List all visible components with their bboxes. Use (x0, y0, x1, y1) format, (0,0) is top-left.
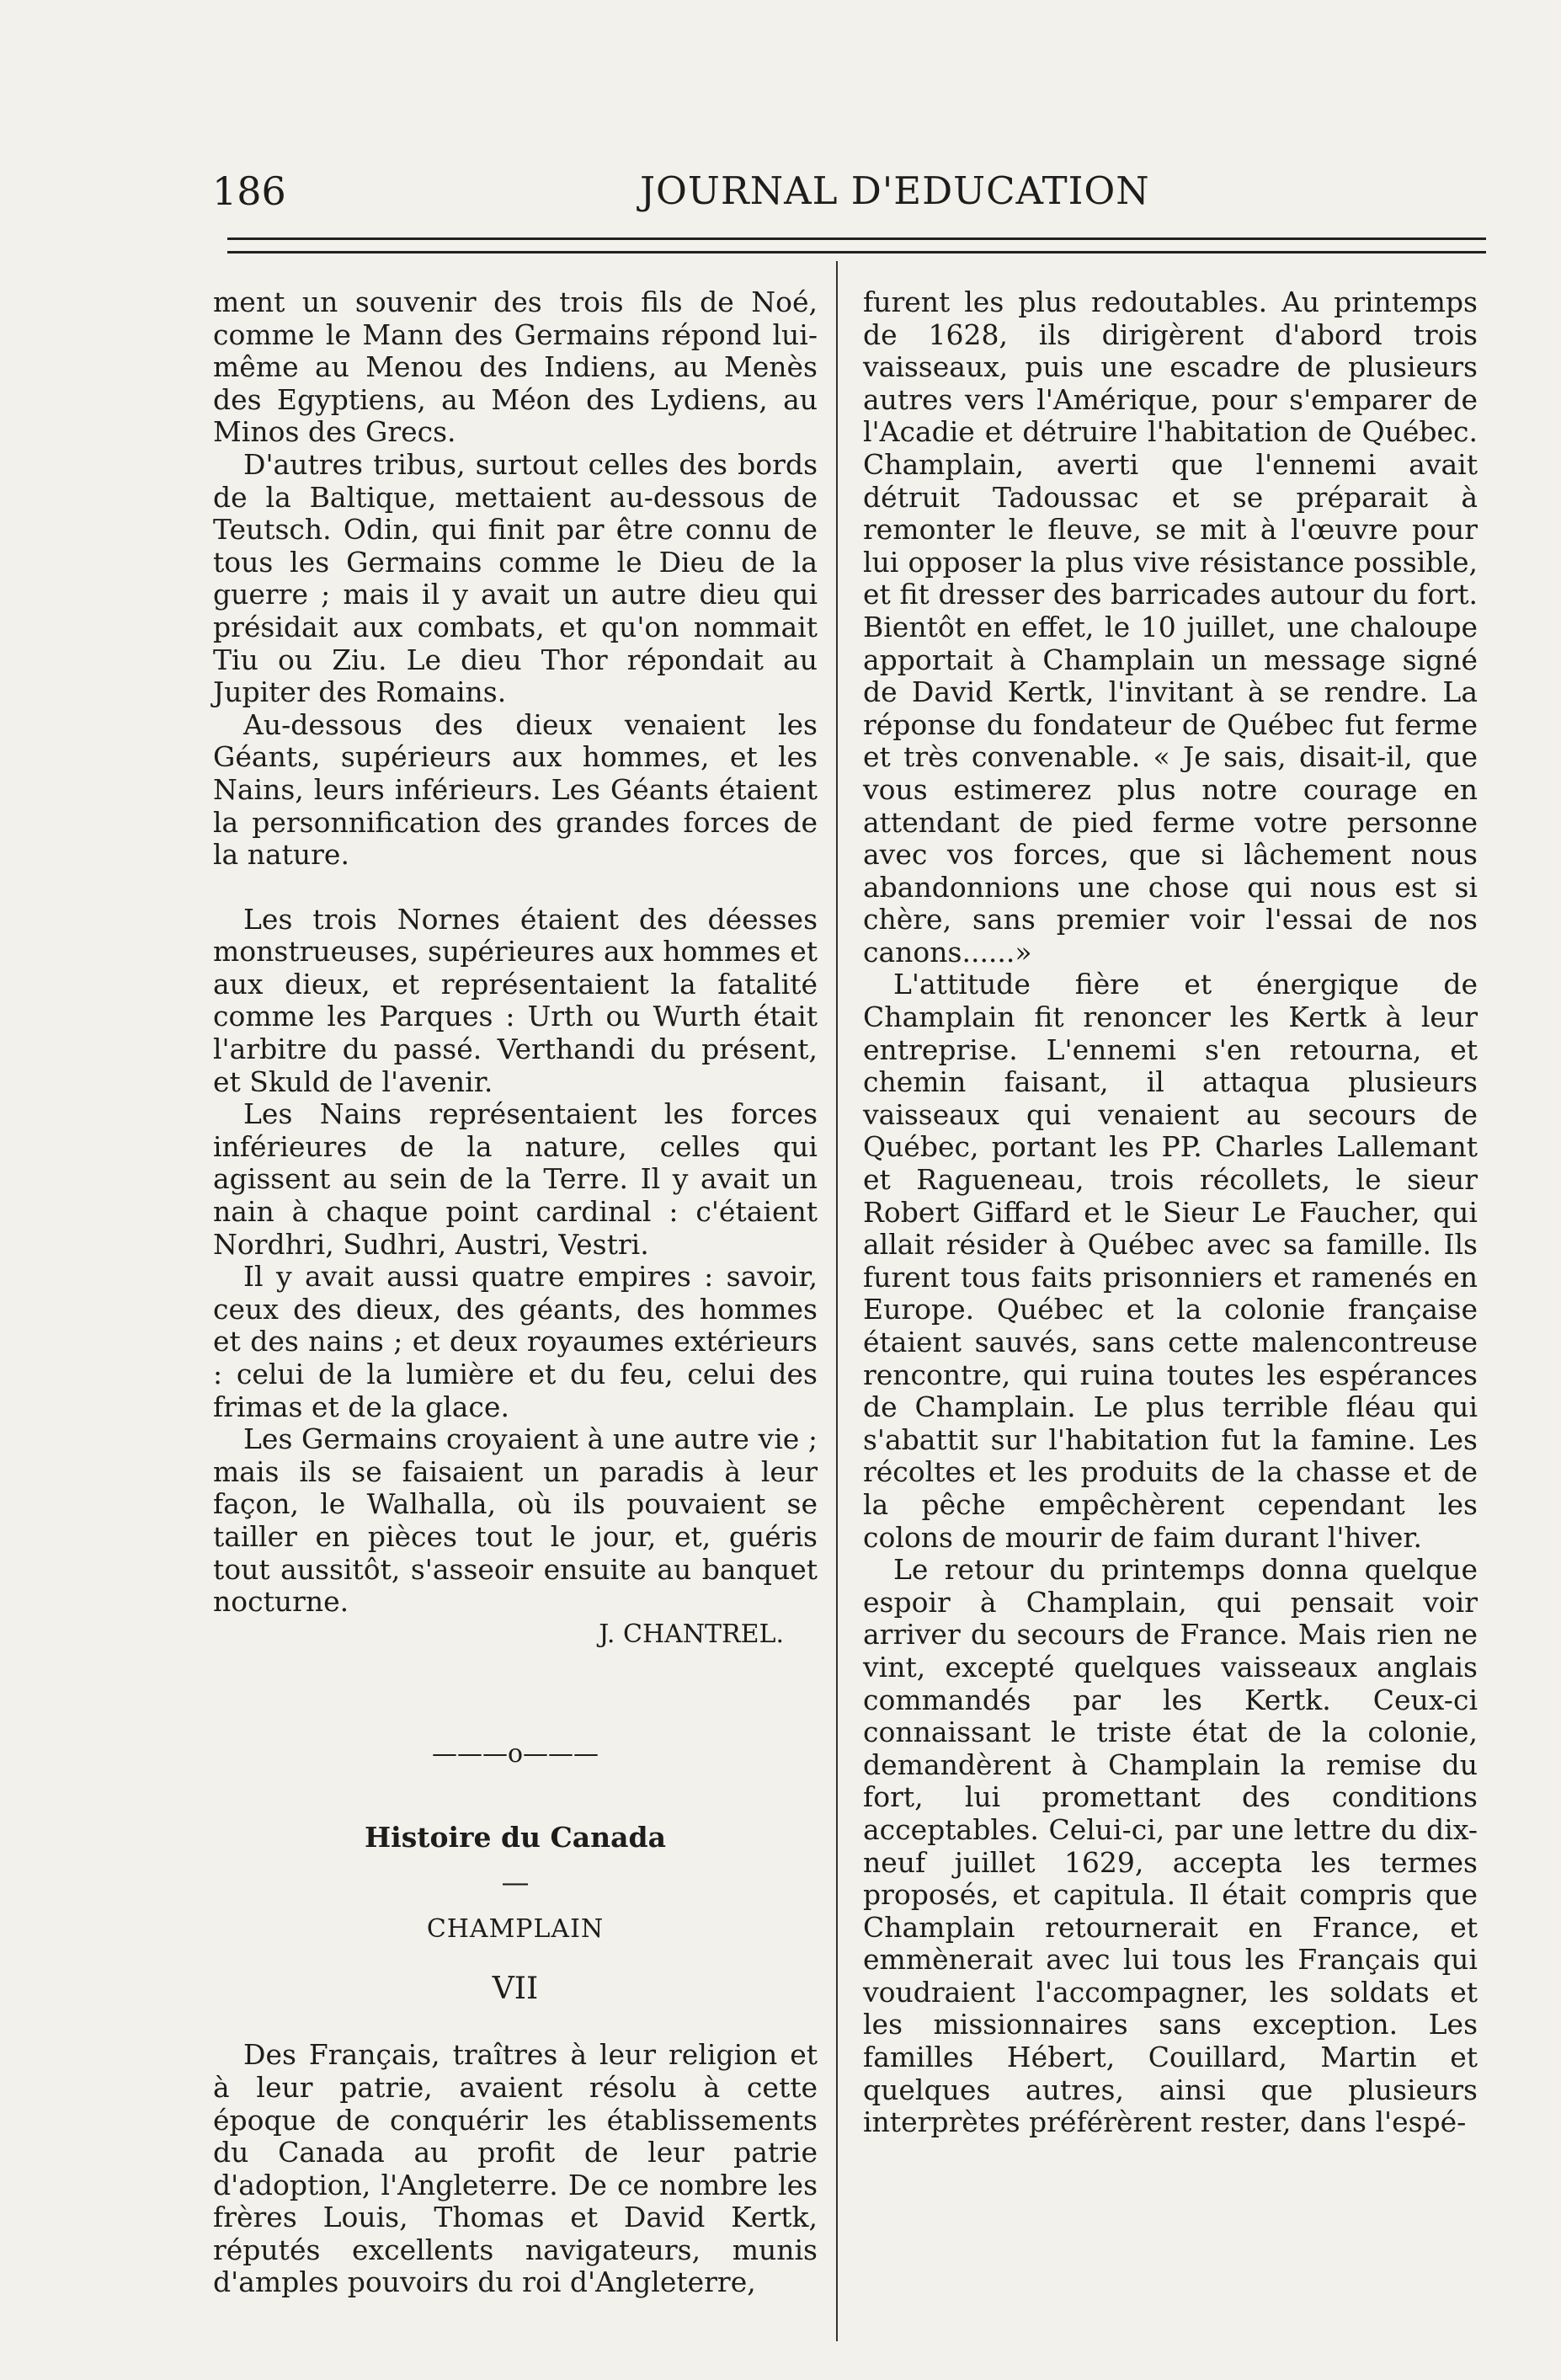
section-separator: ———o——— (431, 1739, 599, 1769)
column-divider (836, 261, 838, 2341)
left-paragraph-7: Les Germains croyaient à une autre vie ; mais ils se faisaient un paradis à leur façon, le Walhalla, où ils pouvaient se tailler en pièces tout le jour, et, guéris tout aussitôt, s'asseoir ensuite au banquet nocturne. (213, 1422, 818, 1619)
running-title: JOURNAL D'EDUCATION (640, 168, 1150, 213)
page-number: 186 (212, 168, 286, 214)
author-signature: J. CHANTREL. (599, 1619, 784, 1649)
right-paragraph-1: furent les plus redoutables. Au printemps de 1628, ils dirigèrent d'abord trois vaisseaux, puis une escadre de plusieurs autres vers l'Amérique, pour s'emparer de l'Acadie et détruire l'habitation de Québec. Champlain, averti que l'ennemi avait détruit Tadoussac et se préparait à remonter le fleuve, se mit à l'œuvre pour lui opposer la plus vive résistance possible, et fit dresser des barricades autour du fort. Bientôt en effet, le 10 juillet, une chaloupe apportait à Champlain un message signé de David Kertk, l'invitant à se rendre. La réponse du fondateur de Québec fut ferme et très convenable. « Je sais, disait-il, que vous estimerez plus notre courage en attendant de pied ferme votre personne avec vos forces, que si lâchement nous abandonnions une chose qui nous est si chère, sans premier voir l'essai de nos canons......» (863, 285, 1478, 969)
right-paragraph-2: L'attitude fière et énergique de Champlain fit renoncer les Kertk à leur entreprise. L'ennemi s'en retourna, et chemin faisant, il attaqua plusieurs vaisseaux qui venaient au secours de Québec, portant les PP. Charles Lallemant et Ragueneau, trois récollets, le sieur Robert Giffard et le Sieur Le Faucher, qui allait résider à Québec avec sa famille. Ils furent tous faits prisonniers et ramenés en Europe. Québec et la colonie française étaient sauvés, sans cette malencontreuse rencontre, qui ruina toutes les espérances de Champlain. Le plus terrible fléau qui s'abattit sur l'habitation fut la famine. Les récoltes et les produits de la chasse et de la pêche empêchèrent cependant les colons de mourir de faim durant l'hiver. (863, 968, 1478, 1554)
left-paragraph-1: ment un souvenir des trois fils de Noé, comme le Mann des Germains répond lui-même au Menou des Indiens, au Menès des Egyptiens, au Méon des Lydiens, au Minos des Grecs. (213, 285, 818, 449)
left-paragraph-8: Des Français, traîtres à leur religion et à leur patrie, avaient résolu à cette époque de conquérir les établissements du Canada au profit de leur patrie d'adoption, l'Angleterre. De ce nombre les frères Louis, Thomas et David Kertk, réputés excellents navigateurs, munis d'amples pouvoirs du roi d'Angleterre, (213, 2038, 818, 2299)
left-paragraph-2: D'autres tribus, surtout celles des bords de la Baltique, mettaient au-dessous de Teutsch. Odin, qui finit par être connu de tous les Germains comme le Dieu de la guerre ; mais il y avait un autre dieu qui présidait aux combats, et qu'on nommait Tiu ou Ziu. Le dieu Thor répondait au Jupiter des Romains. (213, 447, 818, 709)
title-dash: — (501, 1865, 530, 1898)
section-title: Histoire du Canada (365, 1820, 666, 1854)
left-paragraph-3: Au-dessous des dieux venaient les Géants, supérieurs aux hommes, et les Nains, leurs inférieurs. Les Géants étaient la personnification des grandes forces de la nature. (213, 707, 818, 872)
header-rule-top (227, 237, 1486, 240)
chapter-number: VII (492, 1971, 539, 2006)
right-paragraph-3: Le retour du printemps donna quelque espoir à Champlain, qui pensait voir arriver du secours de France. Mais rien ne vint, excepté quelques vaisseaux anglais commandés par les Kertk. Ceux-ci connaissant le triste état de la colonie, demandèrent à Champlain la remise du fort, lui promettant des conditions acceptables. Celui-ci, par une lettre du dix-neuf juillet 1629, accepta les termes proposés, et capitula. Il était compris que Champlain retournerait en France, et emmènerait avec lui tous les Français qui voudraient l'accompagner, les soldats et les missionnaires sans exception. Les familles Hébert, Couillard, Martin et quelques autres, ainsi que plusieurs interprètes préférèrent rester, dans l'espé- (863, 1553, 1478, 2139)
right-column (863, 286, 1478, 2139)
left-paragraph-5: Les Nains représentaient les forces inférieures de la nature, celles qui agissent au sein de la Terre. Il y avait un nain à chaque point cardinal : c'étaient Nordhri, Sudhri, Austri, Vestri. (213, 1097, 818, 1261)
left-paragraph-4: Les trois Nornes étaient des déesses monstrueuses, supérieures aux hommes et aux dieux, et représentaient la fatalité comme les Parques : Urth ou Wurth était l'arbitre du passé. Verthandi du présent, et Skuld de l'avenir. (213, 902, 818, 1098)
subsection-title: CHAMPLAIN (426, 1914, 605, 1945)
header-rule-bottom (227, 251, 1486, 253)
left-column (213, 286, 818, 2299)
left-paragraph-6: Il y avait aussi quatre empires : savoir, ceux des dieux, des géants, des hommes et des nains ; et deux royaumes extérieurs : celui de la lumière et du feu, celui des frimas et de la glace. (213, 1260, 818, 1423)
